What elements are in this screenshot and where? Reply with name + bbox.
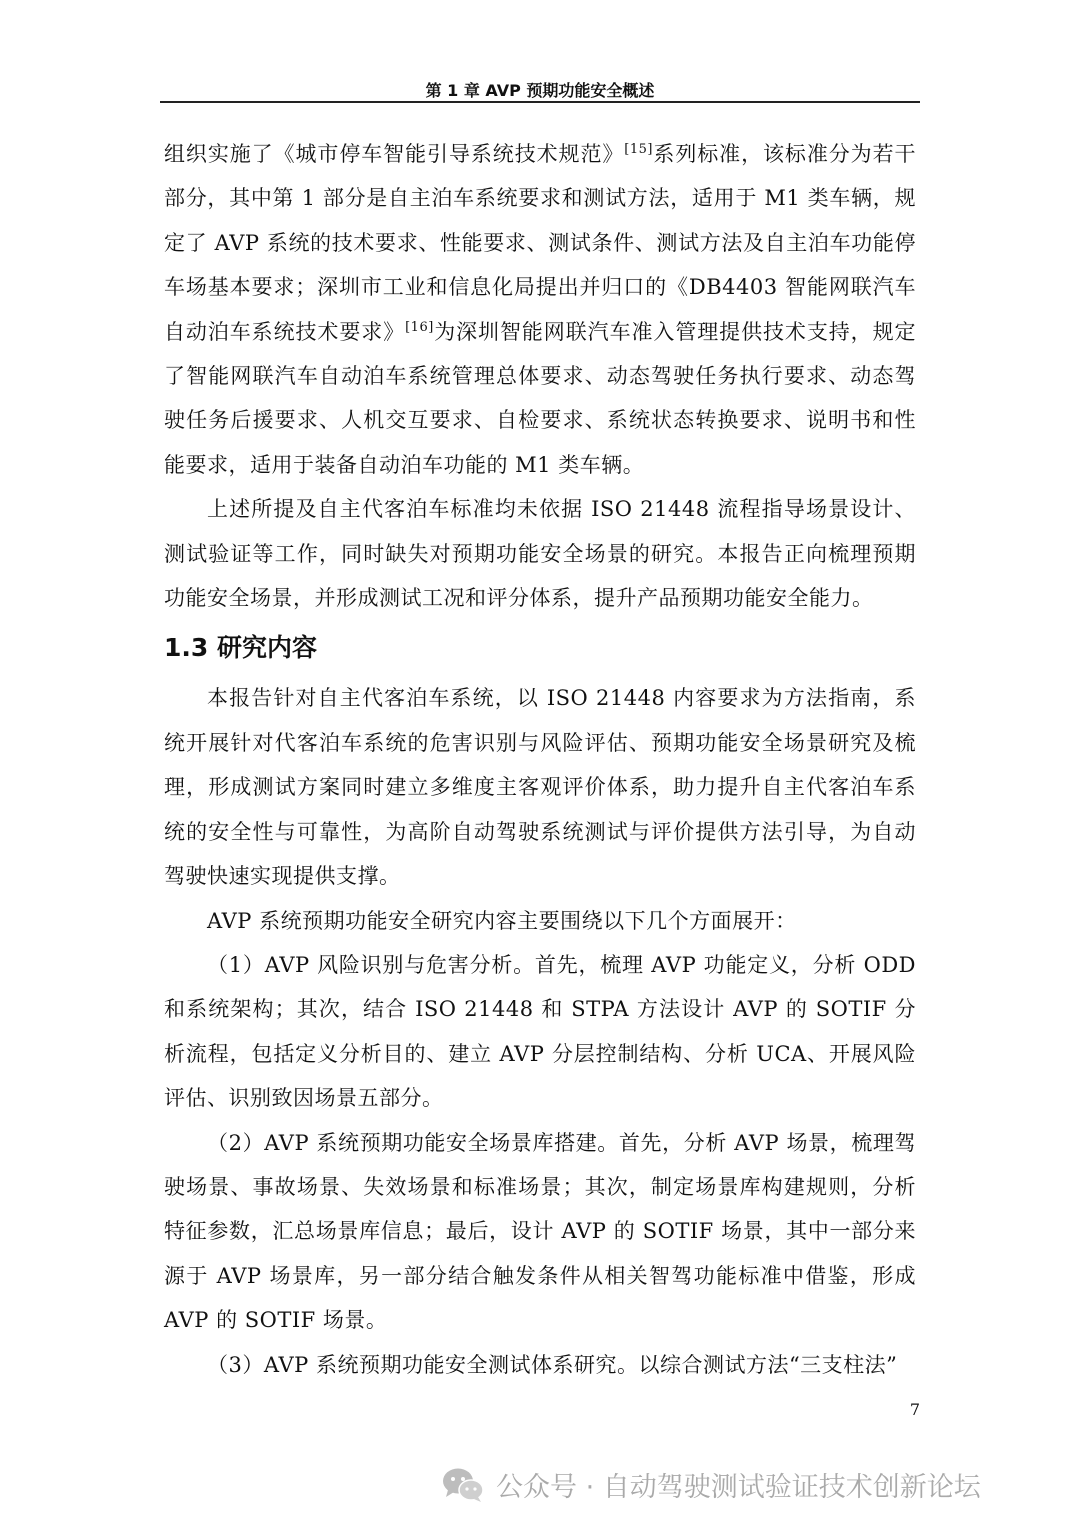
paragraph-item-1: （1）AVP 风险识别与危害分析。首先，梳理 AVP 功能定义，分析 ODD 和系统架构；其次，结合 ISO 21448 和 STPA 方法设计 AVP 的 SOTIF 分析流程，包括定义分析目的、建立 AVP 分层控制结构、分析 UCA、开展风险评估、识别致因场景五部分。 <box>164 952 916 1111</box>
paragraph-standards-part-b: 系列标准，该标准分为若干部分，其中第 1 部分是自主泊车系统要求和测试方法，适用于 M1 类车辆，规定了 AVP 系统的技术要求、性能要求、测试条件、测试方法及自主泊车功能停车场基本要求；深圳市工业和信息化局提出并归口的《DB4403 智能网联汽车自动泊车系统技术要求》 <box>164 142 917 344</box>
watermark-text: 公众号 · 自动驾驶测试验证技术创新论坛 <box>496 1471 981 1503</box>
paragraph-standards-part-a: 组织实施了《城市停车智能引导系统技术规范》 <box>164 142 625 166</box>
paragraph-item-2: （2）AVP 系统预期功能安全场景库搭建。首先，分析 AVP 场景，梳理驾驶场景、事故场景、失效场景和标准场景；其次，制定场景库构建规则，分析特征参数，汇总场景库信息；最后，设计 AVP 的 SOTIF 场景，其中一部分来源于 AVP 场景库，另一部分结合触发条件从相关智驾功能标准中借鉴，形成 AVP 的 SOTIF 场景。 <box>164 1130 916 1333</box>
paragraph-standards <box>164 132 916 487</box>
running-header: 第 1 章 AVP 预期功能安全概述 <box>425 81 655 100</box>
page-content <box>164 132 916 1387</box>
watermark <box>440 1460 981 1508</box>
paragraph-research-intro: AVP 系统预期功能安全研究内容主要围绕以下几个方面展开： <box>207 908 797 933</box>
wechat-icon <box>440 1464 486 1504</box>
page-number: 7 <box>909 1400 920 1419</box>
section-title: 1.3 研究内容 <box>164 633 317 663</box>
paragraph-research-scope: 本报告针对自主代客泊车系统，以 ISO 21448 内容要求为方法指南，系统开展针对代客泊车系统的危害识别与风险评估、预期功能安全场景研究及梳理，形成测试方案同时建立多维度主客观评价体系，助力提升自主代客泊车系统的安全性与可靠性，为高阶自动驾驶系统测试与评价提供方法引导，为自动驾驶快速实现提供支撑。 <box>164 686 916 889</box>
paragraph-item-3: （3）AVP 系统预期功能安全测试体系研究。以综合测试方法“三支柱法” <box>207 1352 898 1377</box>
paragraph-gap-analysis: 上述所提及自主代客泊车标准均未依据 ISO 21448 流程指导场景设计、测试验证等工作，同时缺失对预期功能安全场景的研究。本报告正向梳理预期功能安全场景，并形成测试工况和评分体系，提升产品预期功能安全能力。 <box>164 497 916 611</box>
header-rule <box>160 101 920 103</box>
paragraph-standards-part-c: 为深圳智能网联汽车准入管理提供技术支持，规定了智能网联汽车自动泊车系统管理总体要求、动态驾驶任务执行要求、动态驾驶任务后援要求、人机交互要求、自检要求、系统状态转换要求、说明书和性能要求，适用于装备自动泊车功能的 M1 类车辆。 <box>164 319 917 477</box>
citation-15[interactable]: [15] <box>624 142 653 157</box>
citation-16[interactable]: [16] <box>405 319 434 335</box>
